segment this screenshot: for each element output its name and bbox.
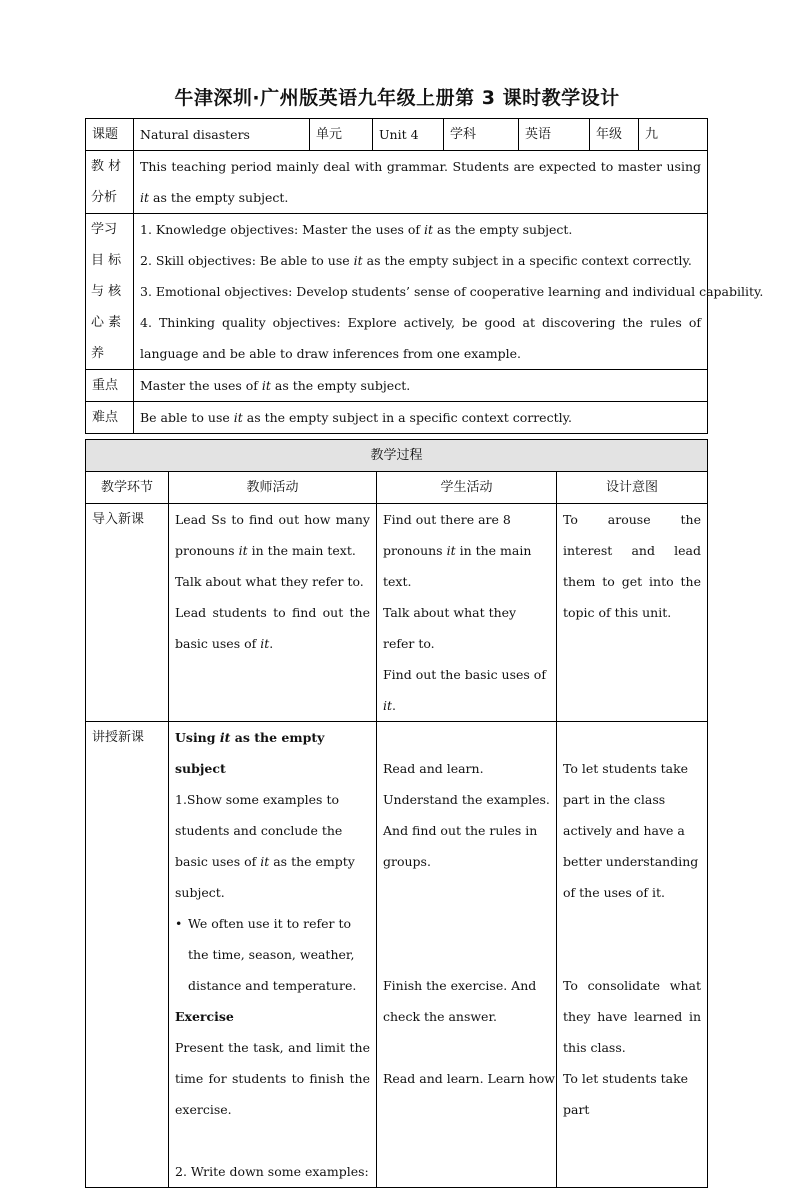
lead-in-teacher [169, 504, 377, 722]
key-pre: Master the uses of [140, 378, 262, 393]
col-student: 学生活动 [377, 472, 557, 504]
student-pre: Talk about what they refer to. [383, 605, 517, 651]
key-label: 重点 [86, 370, 134, 402]
analysis-label [86, 151, 134, 214]
col-teacher: 教师活动 [169, 472, 377, 504]
student-text-2: Finish the exercise. And check the answer. [383, 978, 537, 1024]
analysis-label-line: 分析 [91, 190, 118, 205]
teacher-post: . [269, 636, 274, 651]
difficult-post: as the empty subject in a specific context correctly. [242, 410, 572, 425]
process-columns-row [86, 472, 708, 504]
spacer [383, 722, 550, 753]
teacher-item [175, 597, 370, 659]
teacher-post: in the main text. [247, 543, 356, 558]
section-heading [175, 722, 370, 784]
lead-in-stage: 导入新课 [86, 504, 169, 722]
heading-post: as the empty subject [175, 730, 325, 776]
objectives-label-line: 心 素 [91, 315, 122, 330]
student-item [383, 597, 550, 659]
bullet-text: We often use it to refer to the time, season, weather, distance and temperature. [188, 916, 357, 993]
info-row-difficult [86, 402, 708, 434]
grade-value: 九 [639, 119, 708, 151]
lead-in-row [86, 504, 708, 722]
spacer [563, 722, 701, 753]
subject-value: 英语 [519, 119, 590, 151]
student-pre: Find out the basic uses of [383, 667, 546, 682]
objective-item [140, 276, 764, 307]
new-lesson-student [377, 722, 557, 1188]
teacher-pre: Lead Ss to find out how many pronouns [175, 512, 370, 558]
new-lesson-stage: 讲授新课 [86, 722, 169, 1188]
lead-in-purpose: To arouse the interest and lead them to get into the topic of this unit. [557, 504, 708, 722]
key-it: it [261, 378, 271, 393]
student-pre: Find out there are 8 pronouns [383, 512, 511, 558]
topic-value: Natural disasters [134, 119, 310, 151]
objectives-label [86, 214, 134, 370]
difficult-it: it [233, 410, 243, 425]
exercise-label: Exercise [175, 1009, 234, 1024]
student-item [383, 659, 550, 721]
spacer [175, 1125, 370, 1156]
objective-it: it [424, 222, 434, 237]
teacher-it: it [260, 636, 270, 651]
student-post: in the main text. [383, 543, 532, 589]
step-2: 2. Write down some examples: [175, 1164, 369, 1179]
new-lesson-purpose [557, 722, 708, 1188]
analysis-pre: This teaching period mainly deal with grammar. Students are expected to master using [140, 159, 701, 174]
objective-pre: 1. Knowledge objectives: Master the uses of [140, 222, 425, 237]
key-post: as the empty subject. [270, 378, 411, 393]
step-1 [175, 784, 370, 908]
step1-it: it [260, 854, 270, 869]
objectives-label-line: 学习 [91, 222, 118, 237]
col-purpose: 设计意图 [557, 472, 708, 504]
analysis-post: as the empty subject. [149, 190, 289, 205]
bullet-item [175, 908, 370, 1001]
bullet-dot-icon: • [175, 916, 183, 931]
process-header-row [86, 440, 708, 472]
objective-pre: 4. Thinking quality objectives: Explore actively, be good at discovering the rules of language and be able to draw inferences from one example. [140, 315, 701, 361]
grade-label: 年级 [590, 119, 639, 151]
process-table [85, 439, 708, 1188]
exercise-text: Present the task, and limit the time for students to finish the exercise. [175, 1040, 370, 1117]
subject-label: 学科 [444, 119, 519, 151]
process-header: 教学过程 [86, 440, 708, 472]
page-title: 牛津深圳·广州版英语九年级上册第 3 课时教学设计 [174, 87, 620, 109]
heading-it: it [219, 730, 231, 745]
purpose-text-3: To let students take part [563, 1071, 689, 1117]
analysis-it: it [140, 190, 150, 205]
info-table [85, 118, 764, 434]
objectives-list [134, 214, 764, 370]
analysis-text [134, 151, 708, 214]
objective-it: it [353, 253, 363, 268]
unit-label: 单元 [310, 119, 373, 151]
objectives-label-line: 目 标 [91, 253, 122, 268]
teacher-item [175, 566, 370, 597]
new-lesson-row [86, 722, 708, 1188]
info-row-analysis [86, 151, 708, 214]
objective-pre: 2. Skill objectives: Be able to use [140, 253, 354, 268]
difficult-label: 难点 [86, 402, 134, 434]
info-row-objectives [86, 214, 708, 370]
analysis-label-line: 教 材 [91, 159, 122, 174]
info-row-topic [86, 119, 708, 151]
student-item [383, 504, 550, 597]
new-lesson-teacher [169, 722, 377, 1188]
student-text-1: Read and learn. Understand the examples. And find out the rules in groups. [383, 761, 550, 869]
heading-pre: Using [175, 730, 220, 745]
info-row-key [86, 370, 708, 402]
purpose-text-2: To consolidate what they have learned in this class. [563, 978, 702, 1055]
objective-post: as the empty subject in a specific context correctly. [362, 253, 692, 268]
unit-value: Unit 4 [373, 119, 444, 151]
teacher-pre: Lead students to find out the basic uses of [175, 605, 370, 651]
student-it: it [383, 698, 393, 713]
student-post: . [392, 698, 397, 713]
objective-post: as the empty subject. [433, 222, 573, 237]
key-text [134, 370, 708, 402]
difficult-pre: Be able to use [140, 410, 234, 425]
teacher-item [175, 504, 370, 566]
objective-item [140, 307, 701, 369]
col-stage: 教学环节 [86, 472, 169, 504]
teacher-it: it [238, 543, 248, 558]
topic-label: 课题 [86, 119, 134, 151]
lead-in-student [377, 504, 557, 722]
student-text-3: Read and learn. Learn how [383, 1071, 555, 1086]
purpose-text-1: To let students take part in the class actively and have a better understanding of the uses of it. [563, 761, 699, 900]
step1-pre: 1.Show some examples to students and conclude the basic uses of [175, 792, 343, 869]
teacher-pre: Talk about what they refer to. [175, 574, 364, 589]
objective-item [140, 214, 701, 245]
step1-post: as the empty subject. [175, 854, 355, 900]
difficult-text [134, 402, 708, 434]
objective-pre: 3. Emotional objectives: Develop students’ sense of cooperative learning and individual capability. [140, 284, 764, 299]
objectives-label-line: 养 [91, 346, 105, 361]
objectives-label-line: 与 核 [91, 284, 122, 299]
student-it: it [446, 543, 456, 558]
objective-item [140, 245, 701, 276]
